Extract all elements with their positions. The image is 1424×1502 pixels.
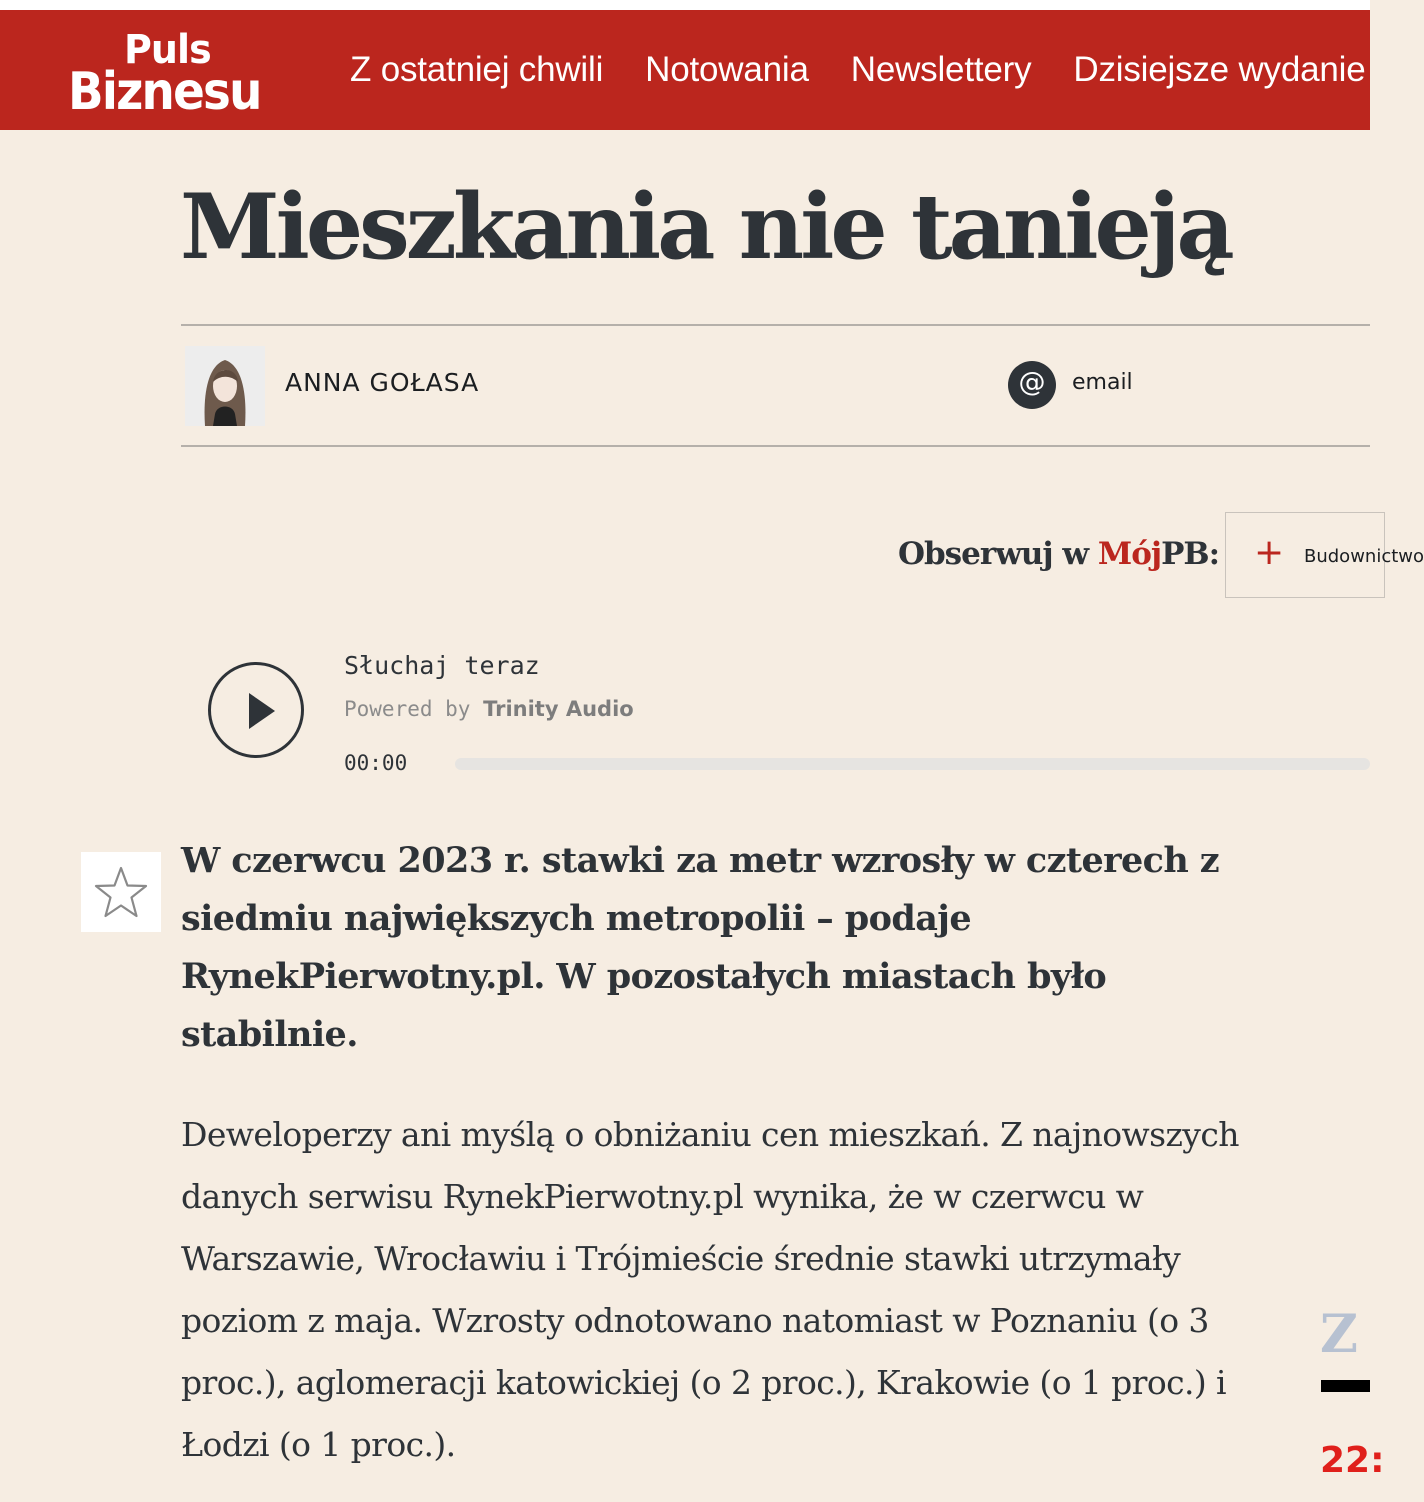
email-link[interactable]: email [1072,370,1133,395]
audio-powered-by [344,697,634,721]
follow-topic-label: Budownictwo [1304,546,1424,567]
at-sign-icon[interactable]: @ [1008,361,1056,409]
article-body-paragraph: Deweloperzy ani myślą o obniżaniu cen mieszkań. Z najnowszych danych serwisu RynekPierwotny.pl wynika, że w czerwcu w Warszawie, Wrocławiu i Trójmieście średnie stawki utrzymały poziom z maja. Wzrosty odnotowano natomiast w Poznaniu (o 3 proc.), aglomeracji katowickiej (o 2 proc.), Krakowie (o 1 proc.) i Łodzi (o 1 proc.). [181,1115,1239,1464]
star-icon [81,852,161,932]
play-button[interactable] [208,662,304,758]
play-icon [249,693,275,729]
follow-brand-red: Mój [1097,536,1162,572]
audio-title: Słuchaj teraz [344,651,540,680]
main-nav [350,10,1407,130]
follow-label [898,536,1219,572]
logo-line-2: Biznesu [68,62,261,122]
nav-item-breaking-news[interactable]: Z ostatniej chwili [350,50,604,89]
nav-item-newsletters[interactable]: Newslettery [850,50,1032,89]
nav-item-quotes[interactable]: Notowania [645,50,809,89]
follow-brand-rest: PB: [1161,536,1220,572]
plus-icon: + [1254,532,1285,573]
logo-line-1: Puls [124,27,211,73]
site-header [0,10,1370,130]
sidebar-news-time[interactable]: 22: [1320,1440,1385,1481]
divider-bottom [181,445,1370,447]
follow-topic-button[interactable] [1225,512,1424,598]
favorite-button[interactable] [81,852,161,932]
article-lead: W czerwcu 2023 r. stawki za metr wzrosły w czterech z siedmiu największych metropolii – podaje RynekPierwotny.pl. W pozostałych miastach było stabilnie. [181,840,1220,1055]
author-name[interactable]: ANNA GOŁASA [285,368,480,397]
article-title: Mieszkania nie tanieją [180,174,1231,280]
audio-time: 00:00 [344,751,408,775]
sidebar-heading-partial: Z [1320,1304,1358,1365]
puls-biznesu-logo[interactable] [68,27,298,122]
divider-top [181,324,1370,326]
audio-progress-bar[interactable] [455,758,1370,770]
author-avatar[interactable] [185,346,265,426]
browser-top-strip [0,0,1370,10]
nav-item-todays-edition[interactable]: Dzisiejsze wydanie [1073,50,1366,89]
sidebar-rule [1321,1380,1370,1392]
follow-prefix: Obserwuj w [898,536,1098,572]
author-photo-icon [185,346,265,426]
powered-prefix: Powered by [344,697,484,721]
trinity-audio-link[interactable]: Trinity Audio [483,697,634,721]
